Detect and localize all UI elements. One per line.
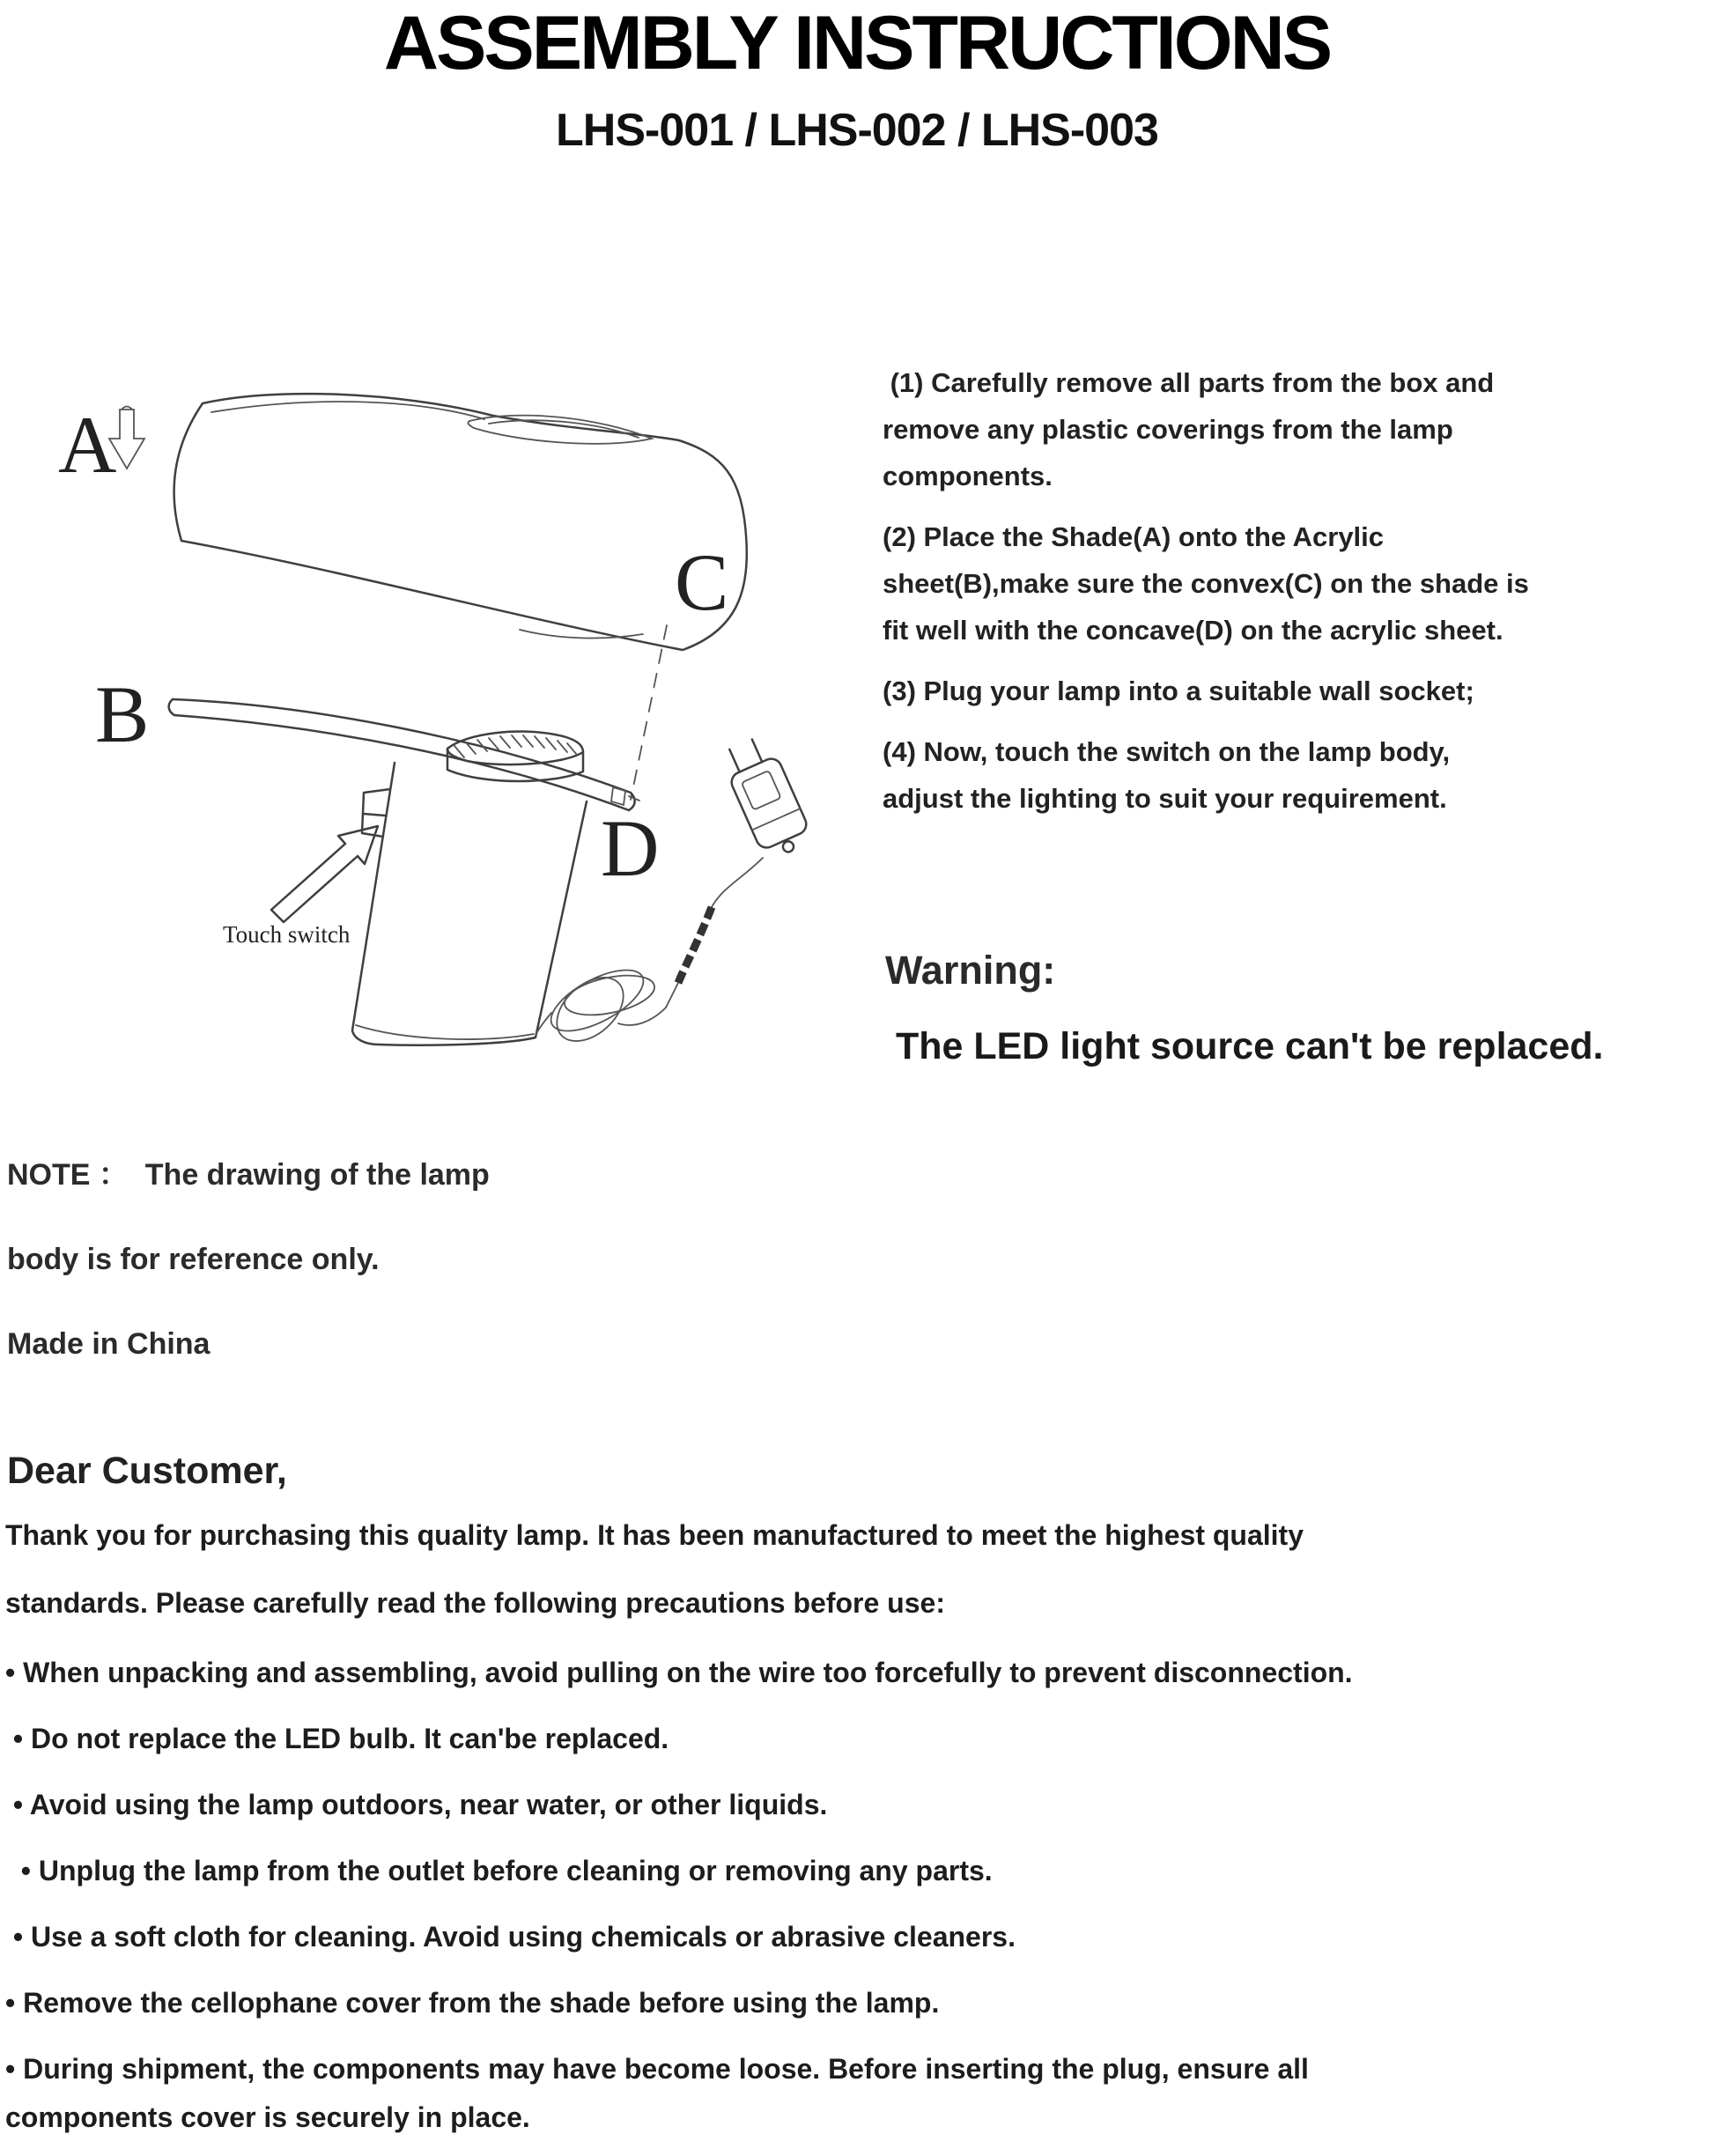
cord-ferrite-section (678, 907, 712, 983)
shade-top-slit (468, 416, 652, 444)
note-line: body is for reference only. (7, 1243, 380, 1276)
precaution-item: • Do not replace the LED bulb. It can'be replaced. (5, 1723, 669, 1754)
touch-switch-arrow-icon (271, 826, 378, 922)
lamp-body (352, 763, 587, 1045)
page-title: ASSEMBLY INSTRUCTIONS (383, 1, 1331, 85)
precaution-item: • During shipment, the components may have become loose. Before inserting the plug, ensure all (5, 2053, 1309, 2085)
precaution-list (5, 1658, 1353, 2156)
cord-coil (536, 958, 666, 1054)
precaution-item: • Avoid using the lamp outdoors, near water, or other liquids. (5, 1789, 828, 1820)
salutation: Dear Customer, (7, 1450, 287, 1492)
instruction-line: sheet(B),make sure the convex(C) on the shade is (883, 568, 1529, 599)
precaution-item: • Remove the cellophane cover from the shade before using the lamp. (5, 1987, 940, 2019)
precaution-item: components cover is securely in place. (5, 2101, 530, 2133)
touch-switch-label: Touch switch (223, 921, 351, 948)
warning-heading: Warning: (885, 948, 1056, 993)
precaution-item: • When unpacking and assembling, avoid pulling on the wire too forcefully to prevent disconnection. (5, 1657, 1353, 1688)
label-part-c: C (675, 537, 729, 627)
instruction-line: (2) Place the Shade(A) onto the Acrylic (883, 521, 1385, 552)
instruction-line: (4) Now, touch the switch on the lamp body, (883, 736, 1451, 767)
instruction-step (883, 359, 1710, 499)
warning-text: The LED light source can't be replaced. (885, 1025, 1604, 1067)
instruction-line: remove any plastic coverings from the lamp (883, 414, 1453, 445)
intro-line: standards. Please carefully read the following precautions before use: (5, 1587, 945, 1619)
power-adapter (718, 733, 814, 862)
lamp-shade (174, 394, 747, 650)
instruction-line: adjust the lighting to suit your requirement. (883, 783, 1447, 814)
note-line: Made in China (7, 1327, 211, 1361)
instruction-step (883, 668, 1710, 714)
assembly-steps (883, 359, 1710, 836)
instruction-step (883, 513, 1710, 653)
instruction-step (883, 728, 1710, 822)
precaution-item: • Unplug the lamp from the outlet before cleaning or removing any parts. (5, 1855, 993, 1886)
note-block (7, 1152, 490, 1406)
instruction-line: components. (883, 461, 1053, 491)
intro-paragraph (5, 1520, 1304, 1656)
precaution-item: • Use a soft cloth for cleaning. Avoid using chemicals or abrasive cleaners. (5, 1921, 1016, 1953)
instruction-line: (1) Carefully remove all parts from the box and (883, 367, 1495, 398)
label-part-a: A (58, 400, 117, 490)
acrylic-sheet (169, 699, 639, 810)
label-part-b: B (95, 669, 150, 759)
instruction-line: (3) Plug your lamp into a suitable wall socket; (883, 676, 1474, 706)
dashed-guide-line (631, 625, 667, 800)
model-numbers: LHS-001 / LHS-002 / LHS-003 (556, 105, 1158, 156)
instruction-line: fit well with the concave(D) on the acrylic sheet. (883, 615, 1503, 646)
intro-line: Thank you for purchasing this quality lamp. It has been manufactured to meet the highest quality (5, 1519, 1304, 1551)
note-line: NOTE ： The drawing of the lamp (7, 1158, 490, 1192)
label-part-d: D (601, 803, 660, 893)
